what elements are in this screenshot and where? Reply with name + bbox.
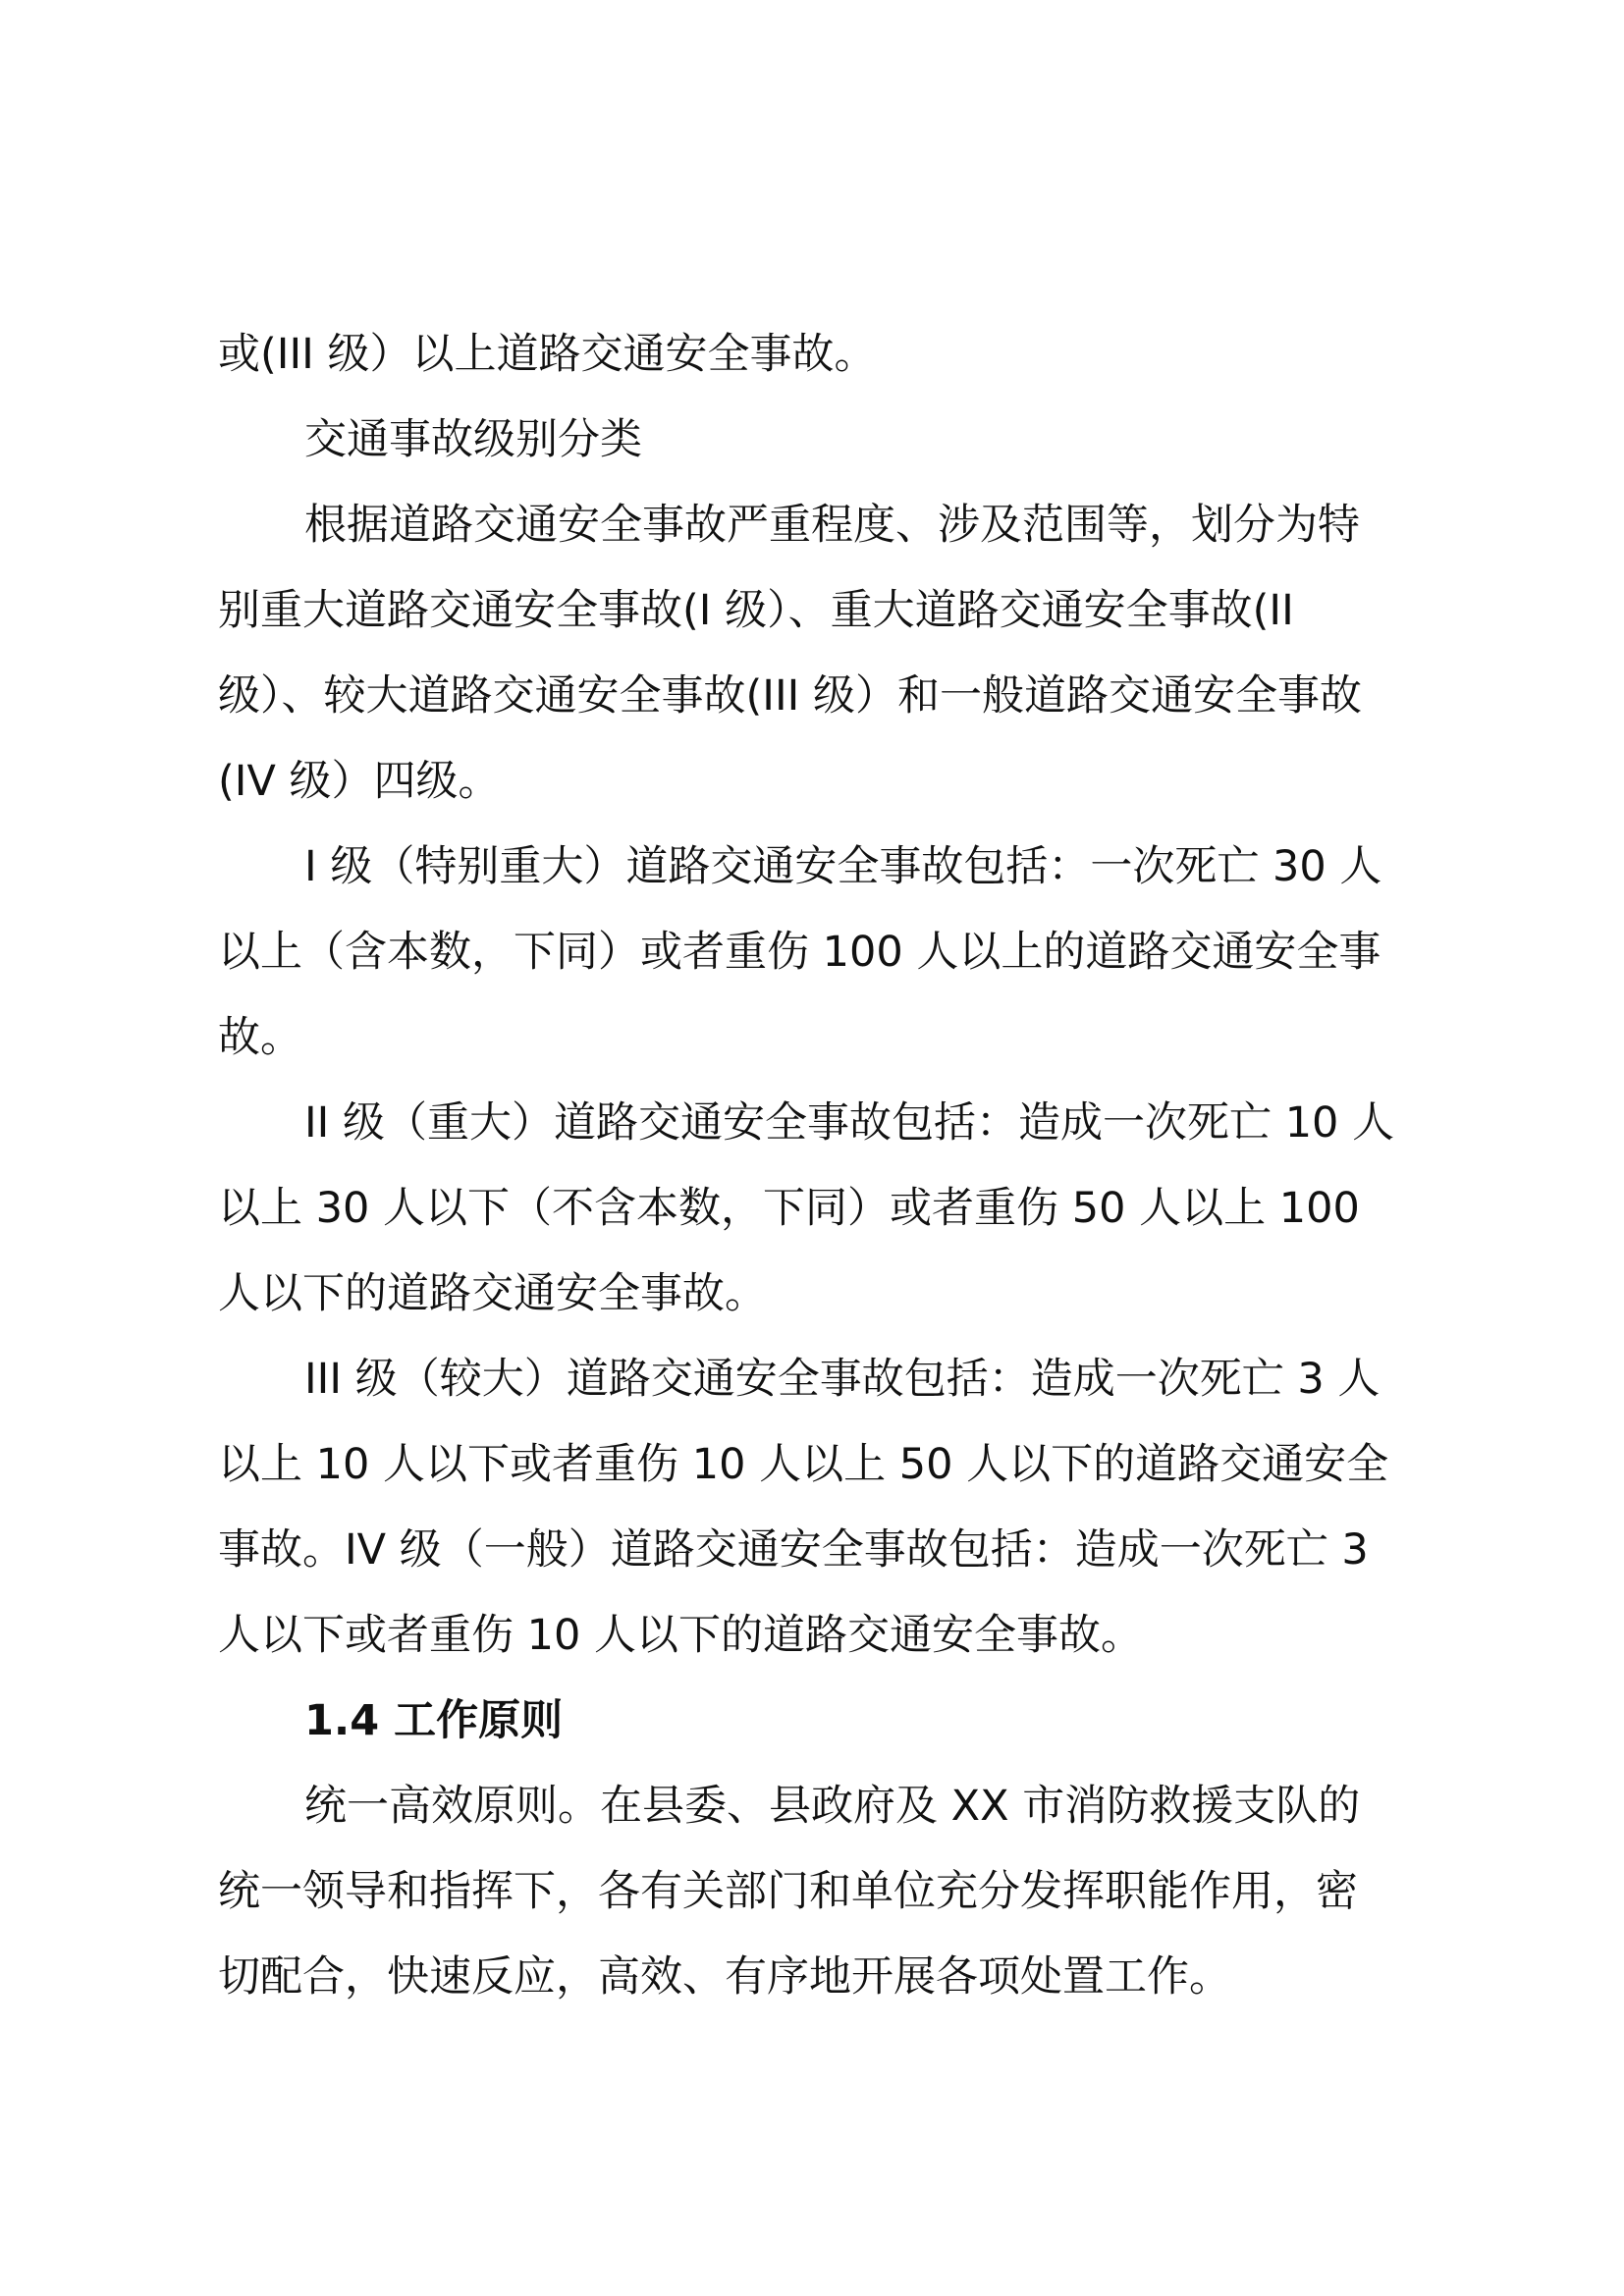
text-line-7: I 级（特别重大）道路交通安全事故包括：一次死亡 30 人 [304, 842, 1382, 891]
text-line-1: 或(III 级）以上道路交通安全事故。 [218, 330, 877, 379]
text-line-19: 统一领导和指挥下，各有关部门和单位充分发挥职能作用，密 [218, 1867, 1358, 1916]
document-page [218, 312, 1432, 2020]
text-line-15: 事故。IV 级（一般）道路交通安全事故包括：造成一次死亡 3 [218, 1525, 1369, 1575]
text-line-16: 人以下或者重伤 10 人以下的道路交通安全事故。 [218, 1611, 1144, 1660]
text-line-11: 以上 30 人以下（不含本数，下同）或者重伤 50 人以上 100 [218, 1184, 1360, 1233]
text-line-18: 统一高效原则。在县委、县政府及 XX 市消防救援支队的 [304, 1782, 1361, 1831]
text-line-12: 人以下的道路交通安全事故。 [218, 1269, 767, 1318]
text-line-3: 根据道路交通安全事故严重程度、涉及范围等，划分为特 [304, 501, 1360, 550]
text-line-13: III 级（较大）道路交通安全事故包括：造成一次死亡 3 人 [304, 1355, 1380, 1404]
section-title-classification: 交通事故级别分类 [304, 415, 642, 464]
text-line-4: 别重大道路交通安全事故(I 级）、重大道路交通安全事故(II [218, 586, 1294, 635]
text-line-8: 以上（含本数，下同）或者重伤 100 人以上的道路交通安全事 [218, 928, 1381, 977]
section-heading-work-principles: 1.4 工作原则 [304, 1696, 564, 1745]
text-line-14: 以上 10 人以下或者重伤 10 人以上 50 人以下的道路交通安全 [218, 1440, 1389, 1489]
text-line-5: 级）、较大道路交通安全事故(III 级）和一般道路交通安全事故 [218, 671, 1362, 721]
text-line-6: (IV 级）四级。 [218, 757, 501, 806]
text-line-9: 故。 [218, 1013, 302, 1062]
text-line-10: II 级（重大）道路交通安全事故包括：造成一次死亡 10 人 [304, 1098, 1395, 1148]
text-line-20: 切配合，快速反应，高效、有序地开展各项处置工作。 [218, 1952, 1231, 2002]
